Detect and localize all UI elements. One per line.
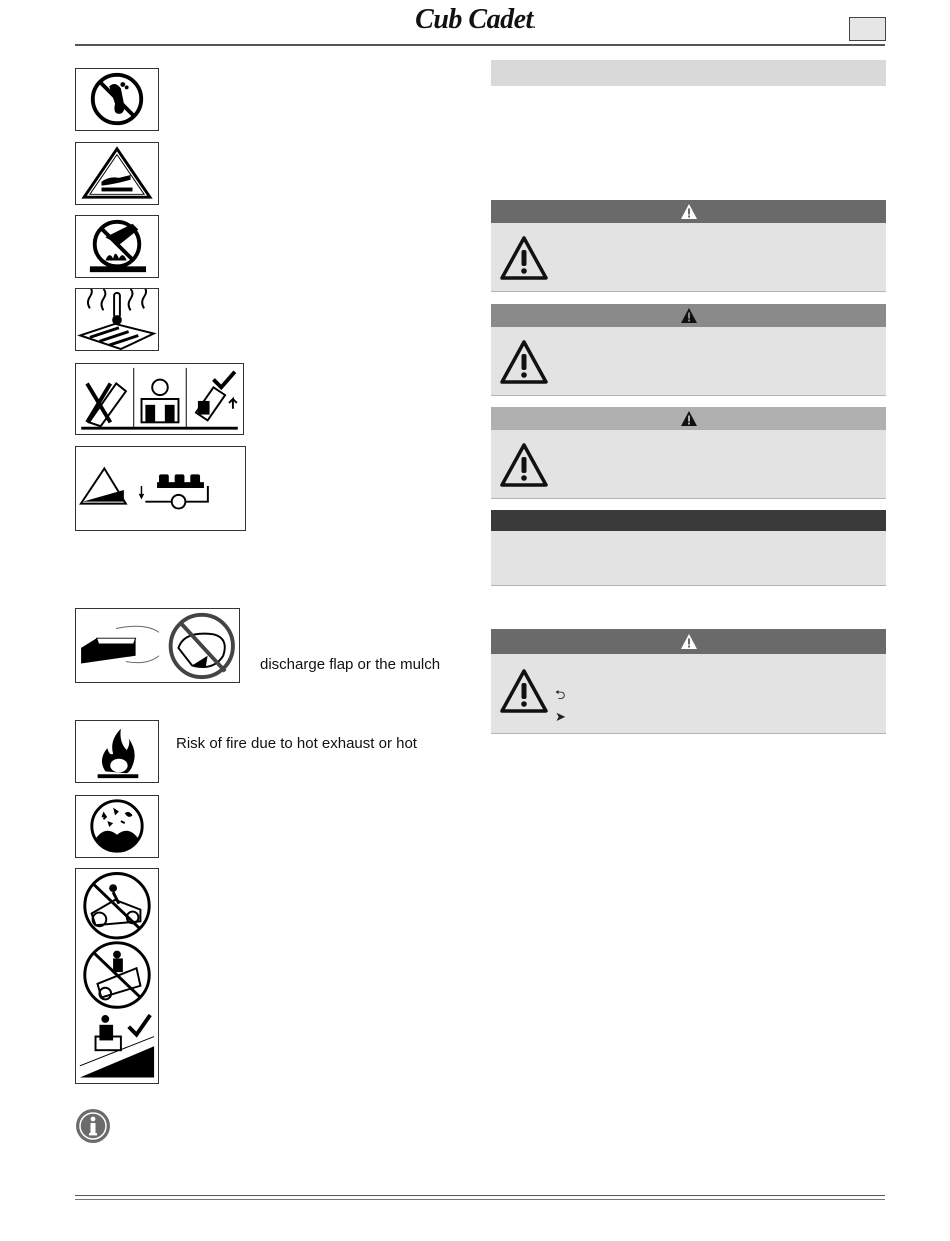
fire-text: Risk of fire due to hot exhaust or hot — [176, 735, 417, 752]
warning-small-icon — [680, 633, 698, 650]
brand-name: Cub Cadet — [415, 4, 533, 35]
alert-header-2 — [491, 304, 886, 327]
no-feet-icon — [75, 68, 159, 131]
hot-surface-warning-icon — [75, 142, 159, 205]
alert-body-5 — [491, 654, 886, 734]
list-marker-return-icon: ⮌ — [555, 687, 566, 702]
footer-rule — [75, 1195, 885, 1196]
header-rule — [75, 44, 885, 46]
warning-triangle-icon — [499, 442, 549, 488]
alert-header-3 — [491, 407, 886, 430]
slope-load-icon — [75, 446, 246, 531]
warning-small-icon — [680, 410, 698, 427]
page-number-box — [849, 17, 886, 41]
alert-header-1 — [491, 200, 886, 223]
discharge-flap-icon — [75, 608, 240, 683]
fire-icon — [75, 720, 159, 783]
alert-header-5 — [491, 629, 886, 654]
hot-ground-icon — [75, 288, 159, 351]
tipping-hazard-icon — [75, 363, 244, 435]
no-debris-icon — [75, 795, 159, 858]
warning-small-icon — [680, 203, 698, 220]
brand-mark: . — [532, 20, 535, 31]
warning-triangle-icon — [499, 339, 549, 385]
section-heading-bar — [491, 60, 886, 86]
alert-body-3 — [491, 430, 886, 499]
warning-triangle-icon — [499, 668, 549, 714]
warning-triangle-icon — [499, 235, 549, 281]
alert-body-2 — [491, 327, 886, 396]
alert-header-4 — [491, 510, 886, 531]
info-icon — [75, 1108, 111, 1144]
footer-rule-thin — [75, 1199, 885, 1200]
alert-body-4 — [491, 531, 886, 586]
discharge-text: discharge flap or the mulch — [260, 656, 441, 673]
warning-small-icon — [680, 307, 698, 324]
brand-logo — [0, 4, 950, 36]
alert-body-1 — [491, 223, 886, 292]
no-hands-fire-icon — [75, 215, 159, 278]
slope-driving-icon — [75, 868, 159, 1084]
list-marker-arrow-icon: ➤ — [555, 709, 566, 724]
